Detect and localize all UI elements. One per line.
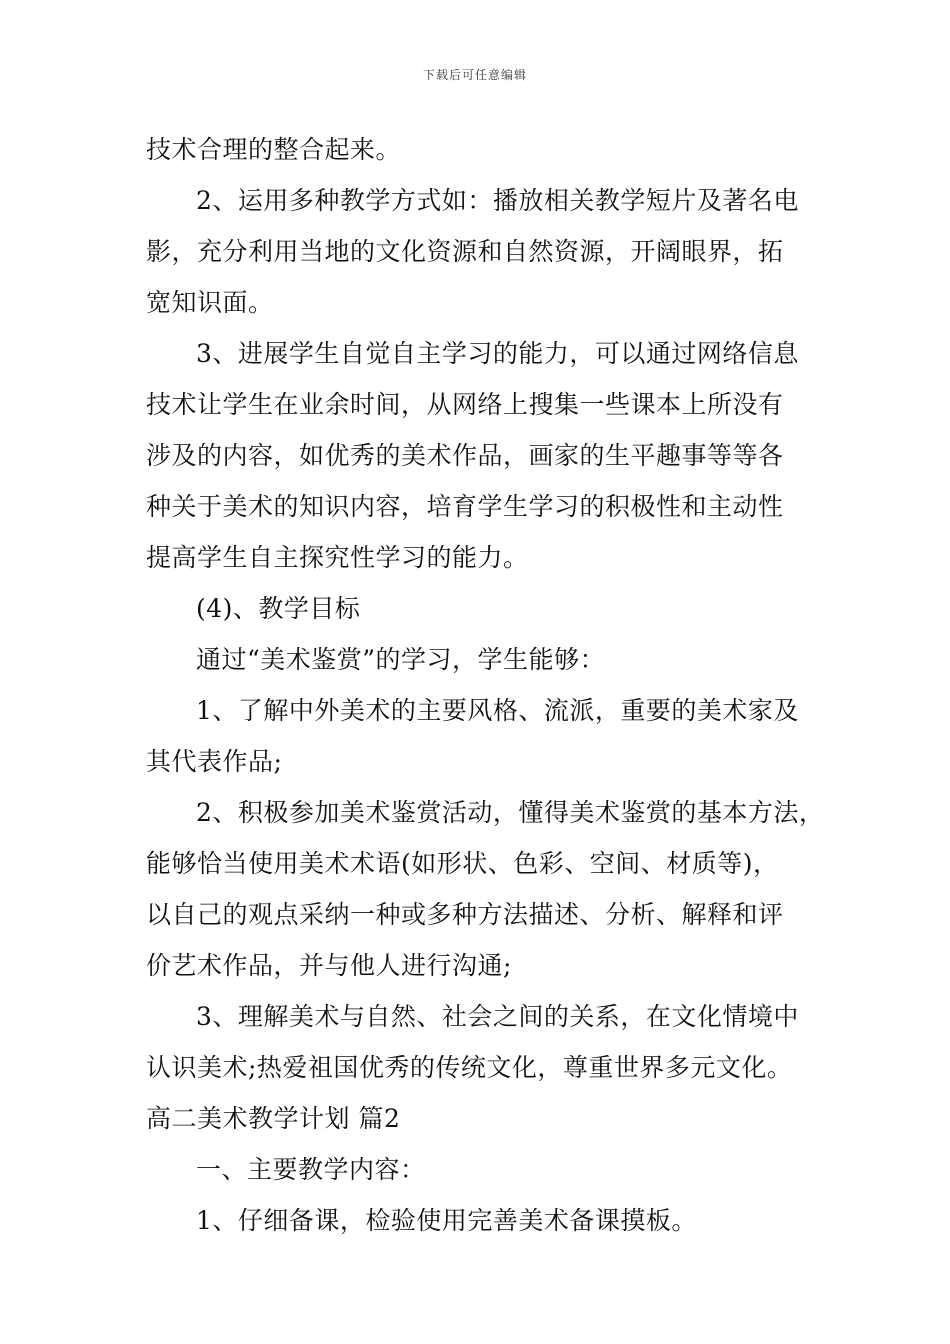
text-line: 2、运用多种教学方式如：播放相关教学短片及著名电 (196, 186, 799, 215)
text-line: 种关于美术的知识内容，培育学生学习的积极性和主动性 (146, 492, 784, 521)
document-body (146, 124, 825, 1246)
text-line: 提高学生自主探究性学习的能力。 (146, 543, 529, 572)
text-line: 2、积极参加美术鉴赏活动，懂得美术鉴赏的基本方法， (196, 798, 825, 827)
text-line: 通过“美术鉴赏”的学习，学生能够： (196, 645, 606, 674)
text-line: 影，充分利用当地的文化资源和自然资源，开阔眼界，拓 (146, 237, 784, 266)
text-line: 其代表作品; (146, 747, 283, 776)
text-line: 宽知识面。 (146, 288, 274, 317)
text-line: 1、了解中外美术的主要风格、流派，重要的美术家及 (196, 696, 799, 725)
document-title: 高二美术教学计划 篇2 (146, 1104, 401, 1133)
text-line: 认识美术;热爱祖国优秀的传统文化，尊重世界多元文化。 (146, 1053, 793, 1082)
text-line: 以自己的观点采纳一种或多种方法描述、分析、解释和评 (146, 900, 784, 929)
text-line: 能够恰当使用美术术语(如形状、色彩、空间、材质等)， (146, 849, 779, 878)
section-heading: (4)、教学目标 (196, 594, 361, 623)
text-line: 3、理解美术与自然、社会之间的关系，在文化情境中 (196, 1002, 799, 1031)
text-line: 3、进展学生自觉自主学习的能力，可以通过网络信息 (196, 339, 799, 368)
text-line: 技术让学生在业余时间，从网络上搜集一些课本上所没有 (146, 390, 784, 419)
text-line: 价艺术作品，并与他人进行沟通; (146, 951, 512, 980)
text-line: 技术合理的整合起来。 (146, 135, 402, 164)
text-line: 1、仔细备课，检验使用完善美术备课摸板。 (196, 1206, 697, 1235)
page-header-note: 下载后可任意编辑 (422, 68, 527, 82)
section-heading: 一、主要教学内容： (196, 1155, 426, 1184)
text-line: 涉及的内容，如优秀的美术作品，画家的生平趣事等等各 (146, 441, 784, 470)
